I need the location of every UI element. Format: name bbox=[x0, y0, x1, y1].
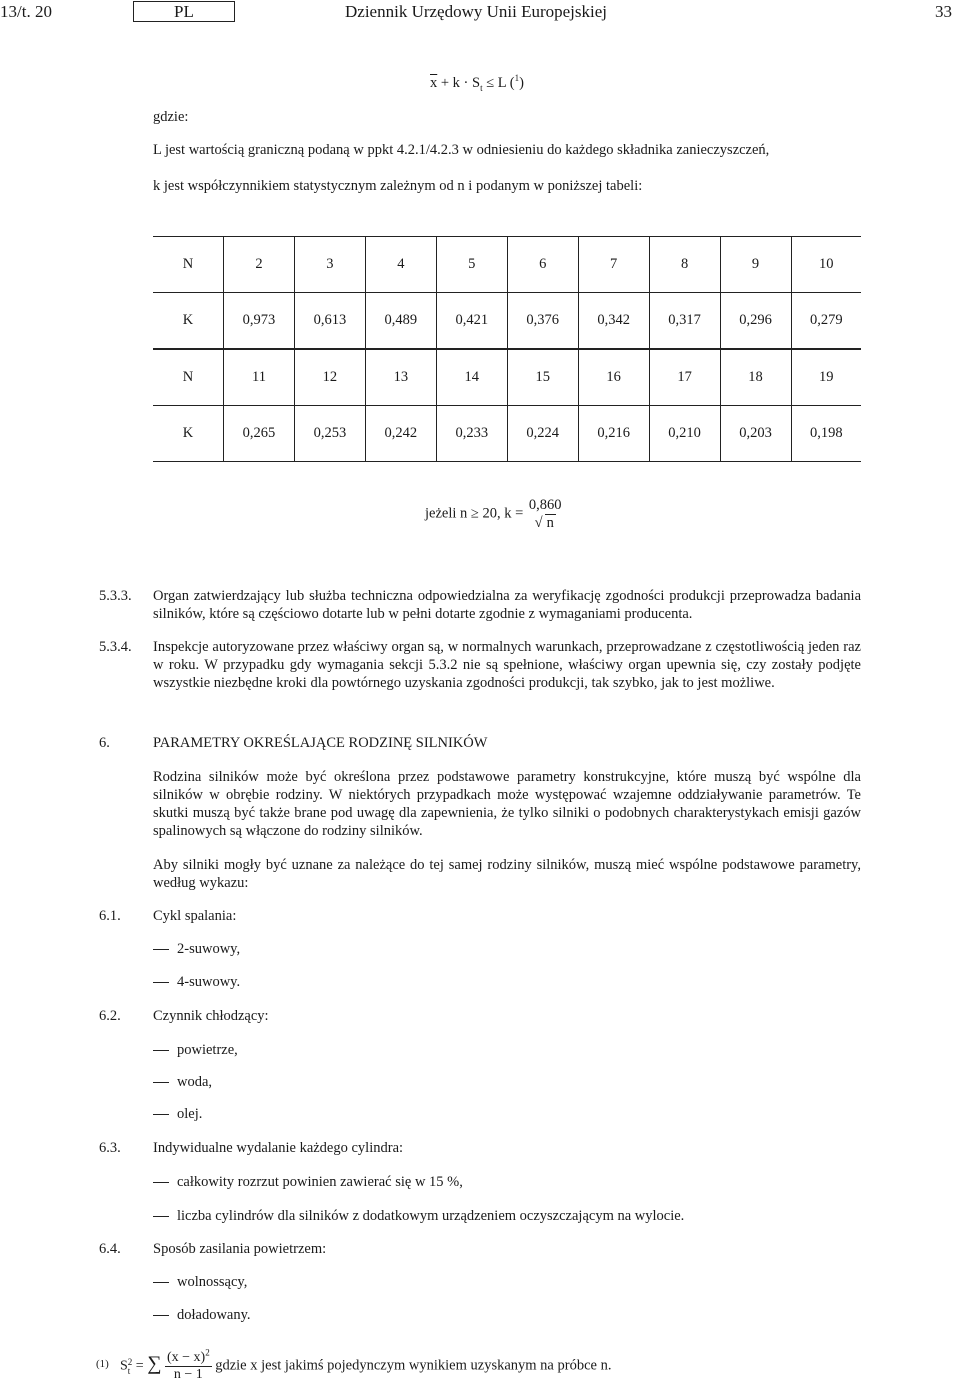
dash-icon bbox=[153, 982, 169, 983]
footnote-mark: (1) bbox=[96, 1358, 109, 1370]
footnote-text: gdzie x jest jakimś pojedynczym wynikiem uzyskanym na próbce n. bbox=[215, 1357, 612, 1374]
table-row bbox=[153, 349, 861, 406]
sigma-icon: ∑ bbox=[147, 1352, 162, 1375]
table-cell: 3 bbox=[294, 237, 365, 293]
list-item bbox=[153, 940, 240, 958]
list-item-text: olej. bbox=[177, 1106, 203, 1122]
table-cell: 18 bbox=[720, 349, 791, 406]
section-6-title: PARAMETRY OKREŚLAJĄCE RODZINĘ SILNIKÓW bbox=[153, 735, 488, 751]
formula-mid bbox=[425, 496, 564, 532]
dash-icon bbox=[153, 1216, 169, 1217]
table-cell: 0,203 bbox=[720, 406, 791, 462]
section-6-para1: Rodzina silników może być określona przez podstawowe parametry konstrukcyjne, które muszą być wspólne dla silników w obrębie rodziny. W niektórych przypadkach może występować wzajemne oddziaływanie parametrów. Te skutki muszą być także brane pod uwagę dla zapewnienia, że tylko silniki o podobnych charakterystykach emisji gazów spalinowych są włączone do rodziny silników. bbox=[153, 769, 861, 839]
definition-L: L jest wartością graniczną podaną w ppkt 4.2.1/4.2.3 w odniesieniu do każdego składnika zanieczyszczeń, bbox=[153, 142, 770, 158]
section-6-para2: Aby silniki mogły być uznane za należące do tej samej rodziny silników, muszą mieć wspólne podstawowe parametry, według wykazu: bbox=[153, 857, 861, 891]
fraction-numerator: 0,860 bbox=[528, 497, 562, 513]
table-cell: 11 bbox=[224, 349, 295, 406]
dash-icon bbox=[153, 1315, 169, 1316]
dash-icon bbox=[153, 1114, 169, 1115]
section-61-number: 6.1. bbox=[99, 908, 121, 924]
formula-le: ≤ L ( bbox=[486, 75, 515, 91]
formula-rest: + k · S bbox=[440, 75, 481, 91]
formula-top bbox=[430, 74, 524, 92]
table-cell: 10 bbox=[791, 237, 861, 293]
table-cell: 9 bbox=[720, 237, 791, 293]
table-cell: 7 bbox=[578, 237, 649, 293]
table-cell: 14 bbox=[436, 349, 507, 406]
section-534-number: 5.3.4. bbox=[99, 639, 132, 655]
list-item-text: 4-suwowy. bbox=[177, 974, 241, 990]
dash-icon bbox=[153, 1182, 169, 1183]
section-533-number: 5.3.3. bbox=[99, 588, 132, 604]
footnote-denominator: n − 1 bbox=[165, 1366, 212, 1383]
table-cell: 0,613 bbox=[294, 293, 365, 350]
table-cell: 13 bbox=[365, 349, 436, 406]
section-62-number: 6.2. bbox=[99, 1008, 121, 1024]
table-cell: 0,296 bbox=[720, 293, 791, 350]
list-item-text: całkowity rozrzut powinien zawierać się w 15 %, bbox=[177, 1174, 463, 1190]
lang-badge bbox=[133, 2, 235, 22]
footnote-s: S bbox=[120, 1358, 128, 1374]
fraction-denominator bbox=[527, 514, 564, 532]
footnote-sub: t bbox=[127, 1365, 131, 1376]
table-cell: 0,210 bbox=[649, 406, 720, 462]
table-row bbox=[153, 406, 861, 462]
dash-icon bbox=[153, 949, 169, 950]
page-ref: 13/t. 20 bbox=[0, 2, 52, 21]
fraction bbox=[527, 496, 564, 532]
section-534-text: Inspekcje autoryzowane przez właściwy organ są, w normalnych warunkach, przeprowadzane z częstotliwością jeden raz w roku. W przypadku gdy wymagania sekcji 5.3.2 nie są spełnione, właściwy organ upewnia się, czy zostały podjęte wszystkie niezbędne kroki dla powtórnego uzyskania zgodności produkcji, tak szybko, jak to jest możliwe. bbox=[153, 639, 861, 691]
list-item-text: powietrze, bbox=[177, 1042, 238, 1058]
page-number: 33 bbox=[935, 2, 952, 21]
list-item bbox=[153, 1105, 202, 1123]
section-63-number: 6.3. bbox=[99, 1140, 121, 1156]
table-row-label: N bbox=[153, 237, 224, 293]
table-cell: 0,973 bbox=[224, 293, 295, 350]
list-item-text: liczba cylindrów dla silników z dodatkowym urządzeniem oczyszczającym na wylocie. bbox=[177, 1208, 685, 1224]
definition-k: k jest współczynnikiem statystycznym zależnym od n i podanym w poniższej tabeli: bbox=[153, 178, 643, 194]
table-cell: 0,198 bbox=[791, 406, 861, 462]
table-cell: 0,233 bbox=[436, 406, 507, 462]
section-62-title: Czynnik chłodzący: bbox=[153, 1008, 269, 1024]
footnote-ref[interactable]: 1 bbox=[514, 73, 520, 84]
list-item bbox=[153, 1173, 463, 1191]
sqrt-arg: n bbox=[546, 515, 554, 531]
lang-code: PL bbox=[133, 1, 235, 22]
table-cell: 0,265 bbox=[224, 406, 295, 462]
table-cell: 0,376 bbox=[507, 293, 578, 350]
x-bar: $\overline{x}$ bbox=[430, 75, 438, 91]
list-item bbox=[153, 1273, 247, 1291]
section-63-title: Indywidualne wydalanie każdego cylindra: bbox=[153, 1140, 404, 1156]
footnote-numerator bbox=[165, 1347, 212, 1366]
footnote-eq: = bbox=[135, 1358, 144, 1374]
section-6-number: 6. bbox=[99, 735, 110, 751]
footnote bbox=[120, 1347, 612, 1383]
table-cell: 19 bbox=[791, 349, 861, 406]
table-row-label: K bbox=[153, 406, 224, 462]
list-item bbox=[153, 1041, 238, 1059]
table-cell: 0,279 bbox=[791, 293, 861, 350]
table-cell: 0,317 bbox=[649, 293, 720, 350]
table-cell: 0,421 bbox=[436, 293, 507, 350]
list-item bbox=[153, 1073, 212, 1091]
table-cell: 6 bbox=[507, 237, 578, 293]
gdzie-label: gdzie: bbox=[153, 109, 189, 125]
list-item-text: doładowany. bbox=[177, 1307, 251, 1323]
table-cell: 17 bbox=[649, 349, 720, 406]
table-cell: 0,224 bbox=[507, 406, 578, 462]
list-item bbox=[153, 1306, 251, 1324]
table-cell: 8 bbox=[649, 237, 720, 293]
sqrt-icon: √ bbox=[534, 515, 543, 531]
dash-icon bbox=[153, 1050, 169, 1051]
k-coefficient-table bbox=[153, 236, 861, 462]
table-cell: 16 bbox=[578, 349, 649, 406]
footnote-num-sup: 2 bbox=[205, 1347, 210, 1358]
list-item-text: wolnossący, bbox=[177, 1274, 248, 1290]
formula-sub: t bbox=[480, 82, 483, 93]
table-cell: 0,216 bbox=[578, 406, 649, 462]
list-item bbox=[153, 1207, 684, 1225]
formula-mid-text: jeżeli n ≥ 20, k = bbox=[425, 505, 524, 522]
footnote-fraction bbox=[165, 1347, 212, 1383]
table-cell: 0,253 bbox=[294, 406, 365, 462]
footnote-sup: 2 bbox=[127, 1356, 133, 1367]
journal-title: Dziennik Urzędowy Unii Europejskiej bbox=[345, 2, 608, 21]
table-cell: 15 bbox=[507, 349, 578, 406]
table-cell: 0,489 bbox=[365, 293, 436, 350]
table-row bbox=[153, 237, 861, 293]
list-item-text: woda, bbox=[177, 1074, 213, 1090]
dash-icon bbox=[153, 1082, 169, 1083]
dash-icon bbox=[153, 1282, 169, 1283]
footnote-num-text: (x − x) bbox=[166, 1350, 206, 1365]
section-61-title: Cykl spalania: bbox=[153, 908, 237, 924]
table-cell: 5 bbox=[436, 237, 507, 293]
formula-close: ) bbox=[519, 75, 524, 91]
table-cell: 4 bbox=[365, 237, 436, 293]
list-item-text: 2-suwowy, bbox=[177, 941, 241, 957]
table-cell: 0,342 bbox=[578, 293, 649, 350]
section-64-title: Sposób zasilania powietrzem: bbox=[153, 1241, 327, 1257]
table-row bbox=[153, 293, 861, 350]
section-64-number: 6.4. bbox=[99, 1241, 121, 1257]
table-cell: 0,242 bbox=[365, 406, 436, 462]
list-item bbox=[153, 973, 240, 991]
table-cell: 12 bbox=[294, 349, 365, 406]
table-cell: 2 bbox=[224, 237, 295, 293]
section-533-text: Organ zatwierdzający lub służba techniczna odpowiedzialna za weryfikację zgodności produkcji przeprowadza badania silników, które są częściowo dotarte lub w pełni dotarte zgodnie z wymaganiami producenta. bbox=[153, 588, 861, 622]
table-row-label: N bbox=[153, 349, 224, 406]
table-row-label: K bbox=[153, 293, 224, 350]
